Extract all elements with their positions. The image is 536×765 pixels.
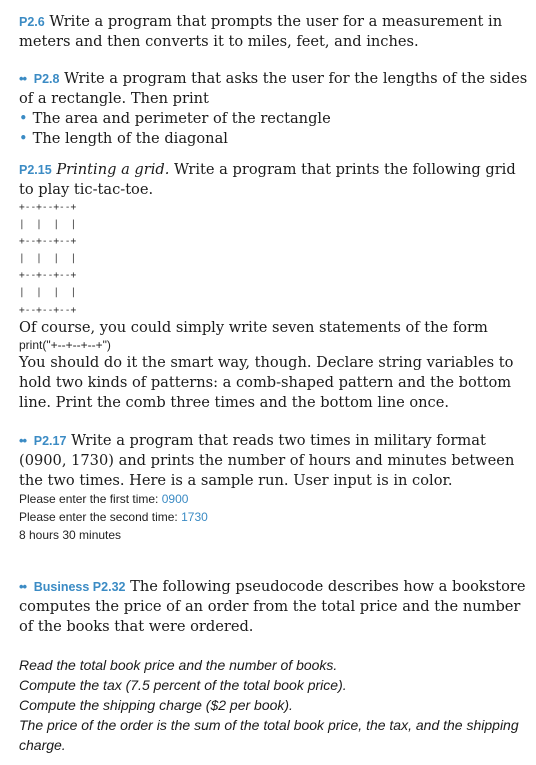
exercise-text: The following pseudocode describes how a bookstore computes the price of an order from the total price and the number of the books that were ordered. [19, 577, 526, 635]
exercise-p2-15 [19, 160, 529, 200]
exercise-text: Of course, you could simply write seven statements of the form [19, 318, 488, 336]
prompt-text: Please enter the first time: [19, 491, 162, 506]
exercise-text: You should do it the smart way, though. Declare string variables to hold two kinds of patterns: a comb-shaped pattern and the bottom line. Print the comb three times and the bottom line once. [19, 353, 514, 411]
exercise-p2-6 [19, 12, 529, 52]
sample-run [19, 492, 529, 543]
difficulty-dots: •• [19, 71, 27, 86]
grid-line: +--+--+--+ [19, 236, 77, 248]
exercise-number: P2.8 [33, 72, 60, 86]
exercise-text: Write a program that reads two times in military format (0900, 1730) and prints the number of hours and minutes between the two times. Here is a sample run. User input is in color. [19, 431, 515, 489]
grid-line: | | | | [19, 287, 77, 299]
pseudocode-line: The price of the order is the sum of the total book price, the tax, and the shipping charge. [19, 716, 519, 753]
user-input: 1730 [181, 509, 208, 524]
difficulty-dots: •• [19, 432, 27, 448]
exercise-number: P2.17 [33, 433, 67, 448]
grid-line: +--+--+--+ [19, 270, 77, 282]
exercise-label: Business P2.32 [33, 579, 126, 594]
tic-tac-toe-grid [19, 203, 529, 316]
exercise-number: P2.15 [19, 163, 52, 177]
exercise-page [19, 12, 529, 755]
pseudocode-line: Read the total book price and the number of books. [19, 656, 338, 673]
pseudocode-block [19, 655, 529, 755]
difficulty-dots: •• [19, 578, 27, 594]
sample-run-line [19, 510, 529, 525]
bullet-item [19, 109, 529, 129]
exercise-p2-8 [19, 69, 529, 109]
bullet-text: The length of the diagonal [32, 130, 228, 147]
pseudocode-line: Compute the tax (7.5 percent of the total book price). [19, 676, 347, 693]
bullet-glyph: • [19, 110, 28, 127]
exercise-text: Write a program that prompts the user for a measurement in meters and then converts it to miles, feet, and inches. [19, 13, 503, 50]
sample-run-line [19, 528, 529, 543]
exercise-text: Write a program that asks the user for the lengths of the sides of a rectangle. Then print [19, 70, 528, 107]
user-input: 0900 [161, 491, 189, 506]
grid-line: +--+--+--+ [19, 304, 77, 316]
exercise-text: Write a program that prints the following grid to play tic-tac-toe. [19, 161, 516, 198]
grid-line: | | | | [19, 253, 77, 265]
bullet-glyph: • [19, 130, 28, 147]
prompt-text: Please enter the second time: [19, 509, 182, 524]
exercise-p2-32 [19, 577, 529, 637]
output-text: 8 hours 30 minutes [19, 527, 122, 542]
bullet-item [19, 129, 529, 149]
grid-line: | | | | [19, 219, 77, 231]
grid-line: +--+--+--+ [19, 202, 77, 213]
code-sample: print("+--+--+--+") [19, 337, 111, 352]
pseudocode-line: Compute the shipping charge ($2 per book). [19, 696, 293, 713]
sample-run-line [19, 492, 529, 507]
bullet-text: The area and perimeter of the rectangle [32, 110, 331, 127]
exercise-number: P2.6 [19, 15, 45, 29]
exercise-title: Printing a grid. [56, 161, 170, 178]
exercise-p2-17 [19, 431, 529, 491]
